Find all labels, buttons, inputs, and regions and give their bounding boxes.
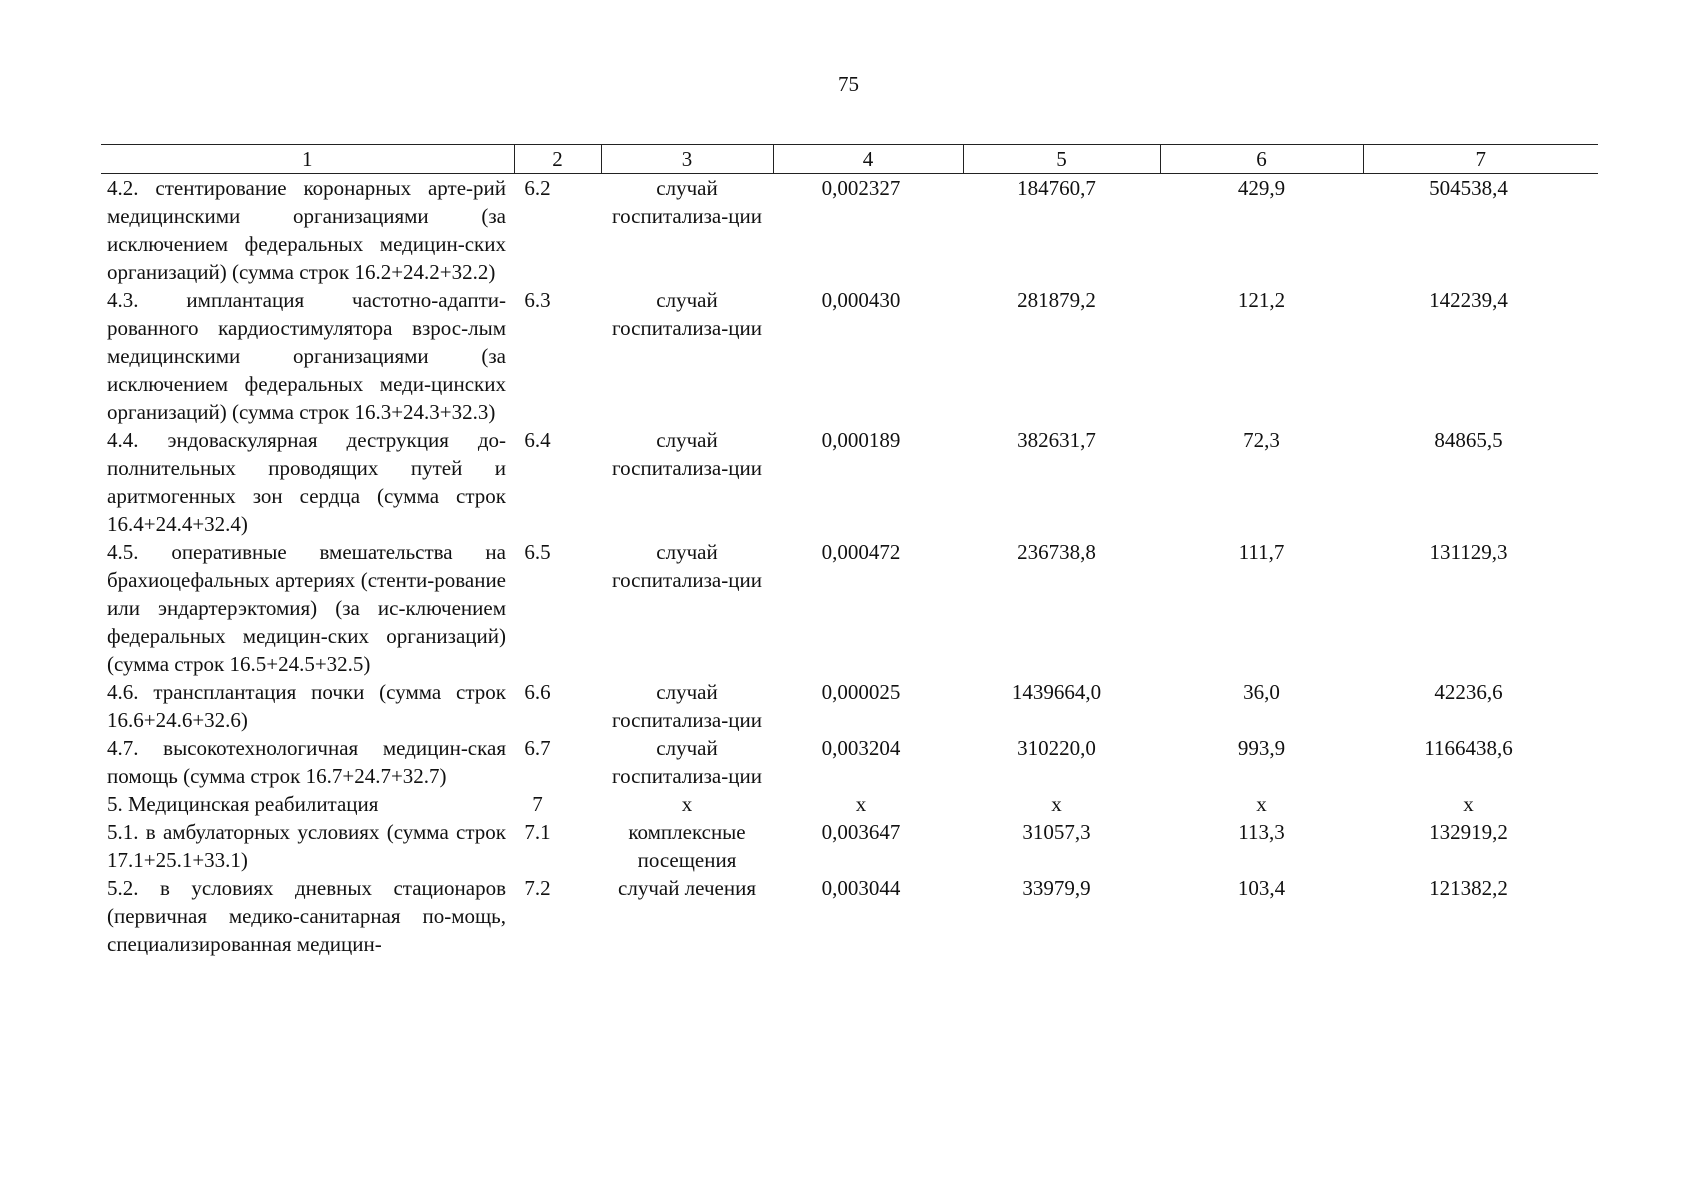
row-value-6: 121,2	[1237, 288, 1286, 312]
row-value-5: 382631,7	[1017, 428, 1096, 452]
page-number: 75	[838, 72, 859, 96]
row-value-5: 1439664,0	[1011, 680, 1102, 704]
row-code: 6.5	[524, 540, 551, 564]
row-code: 7	[532, 792, 543, 816]
row-value-4: 0,000472	[821, 540, 901, 564]
row-value-4: 0,003647	[821, 820, 901, 844]
row-code: 6.2	[524, 176, 551, 200]
row-value-7: 84865,5	[1434, 428, 1503, 452]
row-value-6: 72,3	[1243, 428, 1280, 452]
data-table	[101, 144, 1598, 958]
row-unit: случай госпитализа-ции	[612, 428, 762, 480]
row-code: 7.2	[524, 876, 551, 900]
row-value-5: 31057,3	[1022, 820, 1091, 844]
column-header: 3	[601, 145, 773, 174]
row-code: 6.6	[524, 680, 551, 704]
row-name: 5. Медицинская реабилитация	[107, 792, 379, 816]
row-name: 4.2. стентирование коронарных арте-рий медицинскими организациями (за исключением федеральных медицин-ских организаций) (сумма строк 16.2+24.2+32.2)	[107, 176, 506, 284]
row-value-6: 36,0	[1243, 680, 1280, 704]
row-name: 4.7. высокотехнологичная медицин-ская помощь (сумма строк 16.7+24.7+32.7)	[107, 736, 506, 788]
row-value-5: х	[1051, 792, 1062, 816]
row-value-6: 111,7	[1238, 540, 1285, 564]
table-row	[101, 426, 1598, 538]
row-value-4: 0,003044	[821, 876, 901, 900]
row-value-7: 504538,4	[1429, 176, 1508, 200]
row-unit: случай госпитализа-ции	[612, 736, 762, 788]
row-code: 7.1	[524, 820, 551, 844]
row-value-4: 0,002327	[821, 176, 901, 200]
table-row	[101, 734, 1598, 790]
table-row	[101, 174, 1598, 287]
table-row	[101, 538, 1598, 678]
row-name: 5.2. в условиях дневных стационаров (первичная медико-санитарная по-мощь, специализированная медицин-	[107, 876, 506, 956]
row-name: 4.6. трансплантация почки (сумма строк 16.6+24.6+32.6)	[107, 680, 506, 732]
column-header: 2	[514, 145, 601, 174]
row-value-7: 121382,2	[1429, 876, 1508, 900]
column-header: 7	[1363, 145, 1598, 174]
row-name: 4.4. эндоваскулярная деструкция до-полнительных проводящих путей и аритмогенных зон сердца (сумма строк 16.4+24.4+32.4)	[107, 428, 506, 536]
row-value-6: 993,9	[1237, 736, 1286, 760]
row-value-5: 33979,9	[1022, 876, 1091, 900]
row-name: 4.5. оперативные вмешательства на брахиоцефальных артериях (стенти-рование или эндартерэктомия) (за ис-ключением федеральных медицин-ских организаций) (сумма строк 16.5+24.5+32.5)	[107, 540, 506, 676]
row-unit: случай госпитализа-ции	[612, 288, 762, 340]
table-row	[101, 818, 1598, 874]
row-value-4: 0,000025	[821, 680, 901, 704]
row-unit: случай госпитализа-ции	[612, 540, 762, 592]
row-value-7: 42236,6	[1434, 680, 1503, 704]
row-name: 5.1. в амбулаторных условиях (сумма строк 17.1+25.1+33.1)	[107, 820, 506, 872]
column-header: 1	[101, 145, 514, 174]
row-value-4: 0,000189	[821, 428, 901, 452]
row-value-7: х	[1463, 792, 1474, 816]
table-row	[101, 286, 1598, 426]
column-header: 6	[1160, 145, 1363, 174]
row-code: 6.7	[524, 736, 551, 760]
row-value-5: 281879,2	[1017, 288, 1096, 312]
row-value-5: 184760,7	[1017, 176, 1096, 200]
column-header: 5	[963, 145, 1160, 174]
row-value-4: х	[855, 792, 867, 816]
column-header: 4	[773, 145, 963, 174]
table-row	[101, 790, 1598, 818]
row-code: 6.3	[524, 288, 551, 312]
row-value-6: 103,4	[1237, 876, 1286, 900]
row-value-6: 429,9	[1237, 176, 1286, 200]
row-unit: комплексные посещения	[628, 820, 746, 872]
row-unit: случай госпитализа-ции	[612, 680, 762, 732]
row-value-7: 131129,3	[1429, 540, 1508, 564]
row-value-6: 113,3	[1238, 820, 1285, 844]
row-unit: случай лечения	[618, 876, 756, 900]
table-row	[101, 874, 1598, 958]
row-value-7: 132919,2	[1429, 820, 1508, 844]
row-name: 4.3. имплантация частотно-адапти-рованного кардиостимулятора взрос-лым медицинскими организациями (за исключением федеральных меди-цинских организаций) (сумма строк 16.3+24.3+32.3)	[107, 288, 506, 424]
row-value-4: 0,003204	[821, 736, 901, 760]
row-unit: случай госпитализа-ции	[612, 176, 762, 228]
row-code: 6.4	[524, 428, 551, 452]
row-value-5: 236738,8	[1017, 540, 1096, 564]
row-value-5: 310220,0	[1017, 736, 1096, 760]
header-row	[101, 145, 1598, 174]
table-row	[101, 678, 1598, 734]
row-unit: х	[681, 792, 693, 816]
row-value-7: 142239,4	[1429, 288, 1508, 312]
row-value-6: х	[1256, 792, 1267, 816]
row-value-7: 1166438,6	[1424, 736, 1513, 760]
row-value-4: 0,000430	[821, 288, 901, 312]
